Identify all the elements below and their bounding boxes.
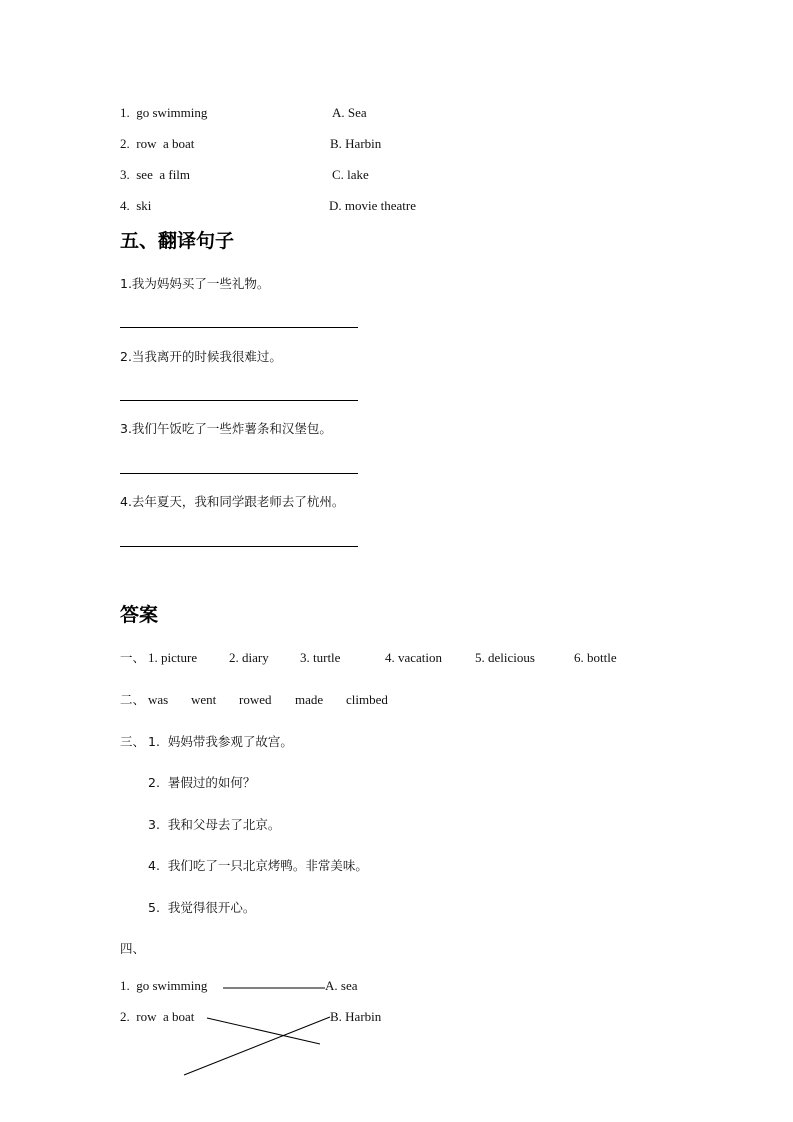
answer-part2-prefix: 二、 [120,692,146,707]
answer-part1-item: 6. bottle [574,650,617,665]
answer-part2-item: rowed [239,692,272,707]
match-left-2: 2. row a boat [120,136,195,151]
answer-part1-item: 2. diary [229,650,269,665]
match-right-c: C. lake [332,167,369,182]
match-right-a: A. Sea [332,105,367,120]
answer-part2-item: was [148,692,169,707]
answer-part3-prefix: 三、 [120,734,146,749]
answer-part4-right-a: A. sea [325,978,358,993]
answer-part3-item: 5. 我觉得很开心。 [148,900,256,915]
translate-item-1: 1.我为妈妈买了一些礼物。 [120,276,270,291]
translate-item-2: 2.当我离开的时候我很难过。 [120,349,282,364]
answer-part3-item: 2. 暑假过的如何？ [148,775,256,790]
answer-part3-item: 1. 妈妈带我参观了故宫。 [148,734,293,749]
translate-item-4: 4.去年夏天，我和同学跟老师去了杭州。 [120,494,345,509]
section-5-heading: 五、翻译句子 [120,230,235,252]
answers-heading: 答案 [120,604,159,626]
match-left-1: 1. go swimming [120,105,208,120]
answer-part1-prefix: 一、 [120,650,146,665]
answer-part4-right-b: B. Harbin [330,1009,382,1024]
answer-part3-item: 4. 我们吃了一只北京烤鸭。非常美味。 [148,858,368,873]
match-left-4: 4. ski [120,198,152,213]
answer-part2-item: made [295,692,324,707]
answer-part4-prefix: 四、 [120,941,146,956]
answer-part2-item: went [191,692,217,707]
answer-part4-left-1: 1. go swimming [120,978,208,993]
match-right-b: B. Harbin [330,136,382,151]
match-line-3 [184,1017,330,1075]
answer-part2-item: climbed [346,692,388,707]
translate-item-3: 3.我们午饭吃了一些炸薯条和汉堡包。 [120,421,332,436]
match-line-2 [207,1018,320,1044]
answer-part1-item: 3. turtle [300,650,341,665]
match-left-3: 3. see a film [120,167,191,182]
answer-part3-item: 3. 我和父母去了北京。 [148,817,281,832]
answer-part1-item: 1. picture [148,650,198,665]
answer-part4-left-2: 2. row a boat [120,1009,195,1024]
match-right-d: D. movie theatre [329,198,416,213]
answer-part1-item: 4. vacation [385,650,443,665]
answer-part1-item: 5. delicious [475,650,535,665]
